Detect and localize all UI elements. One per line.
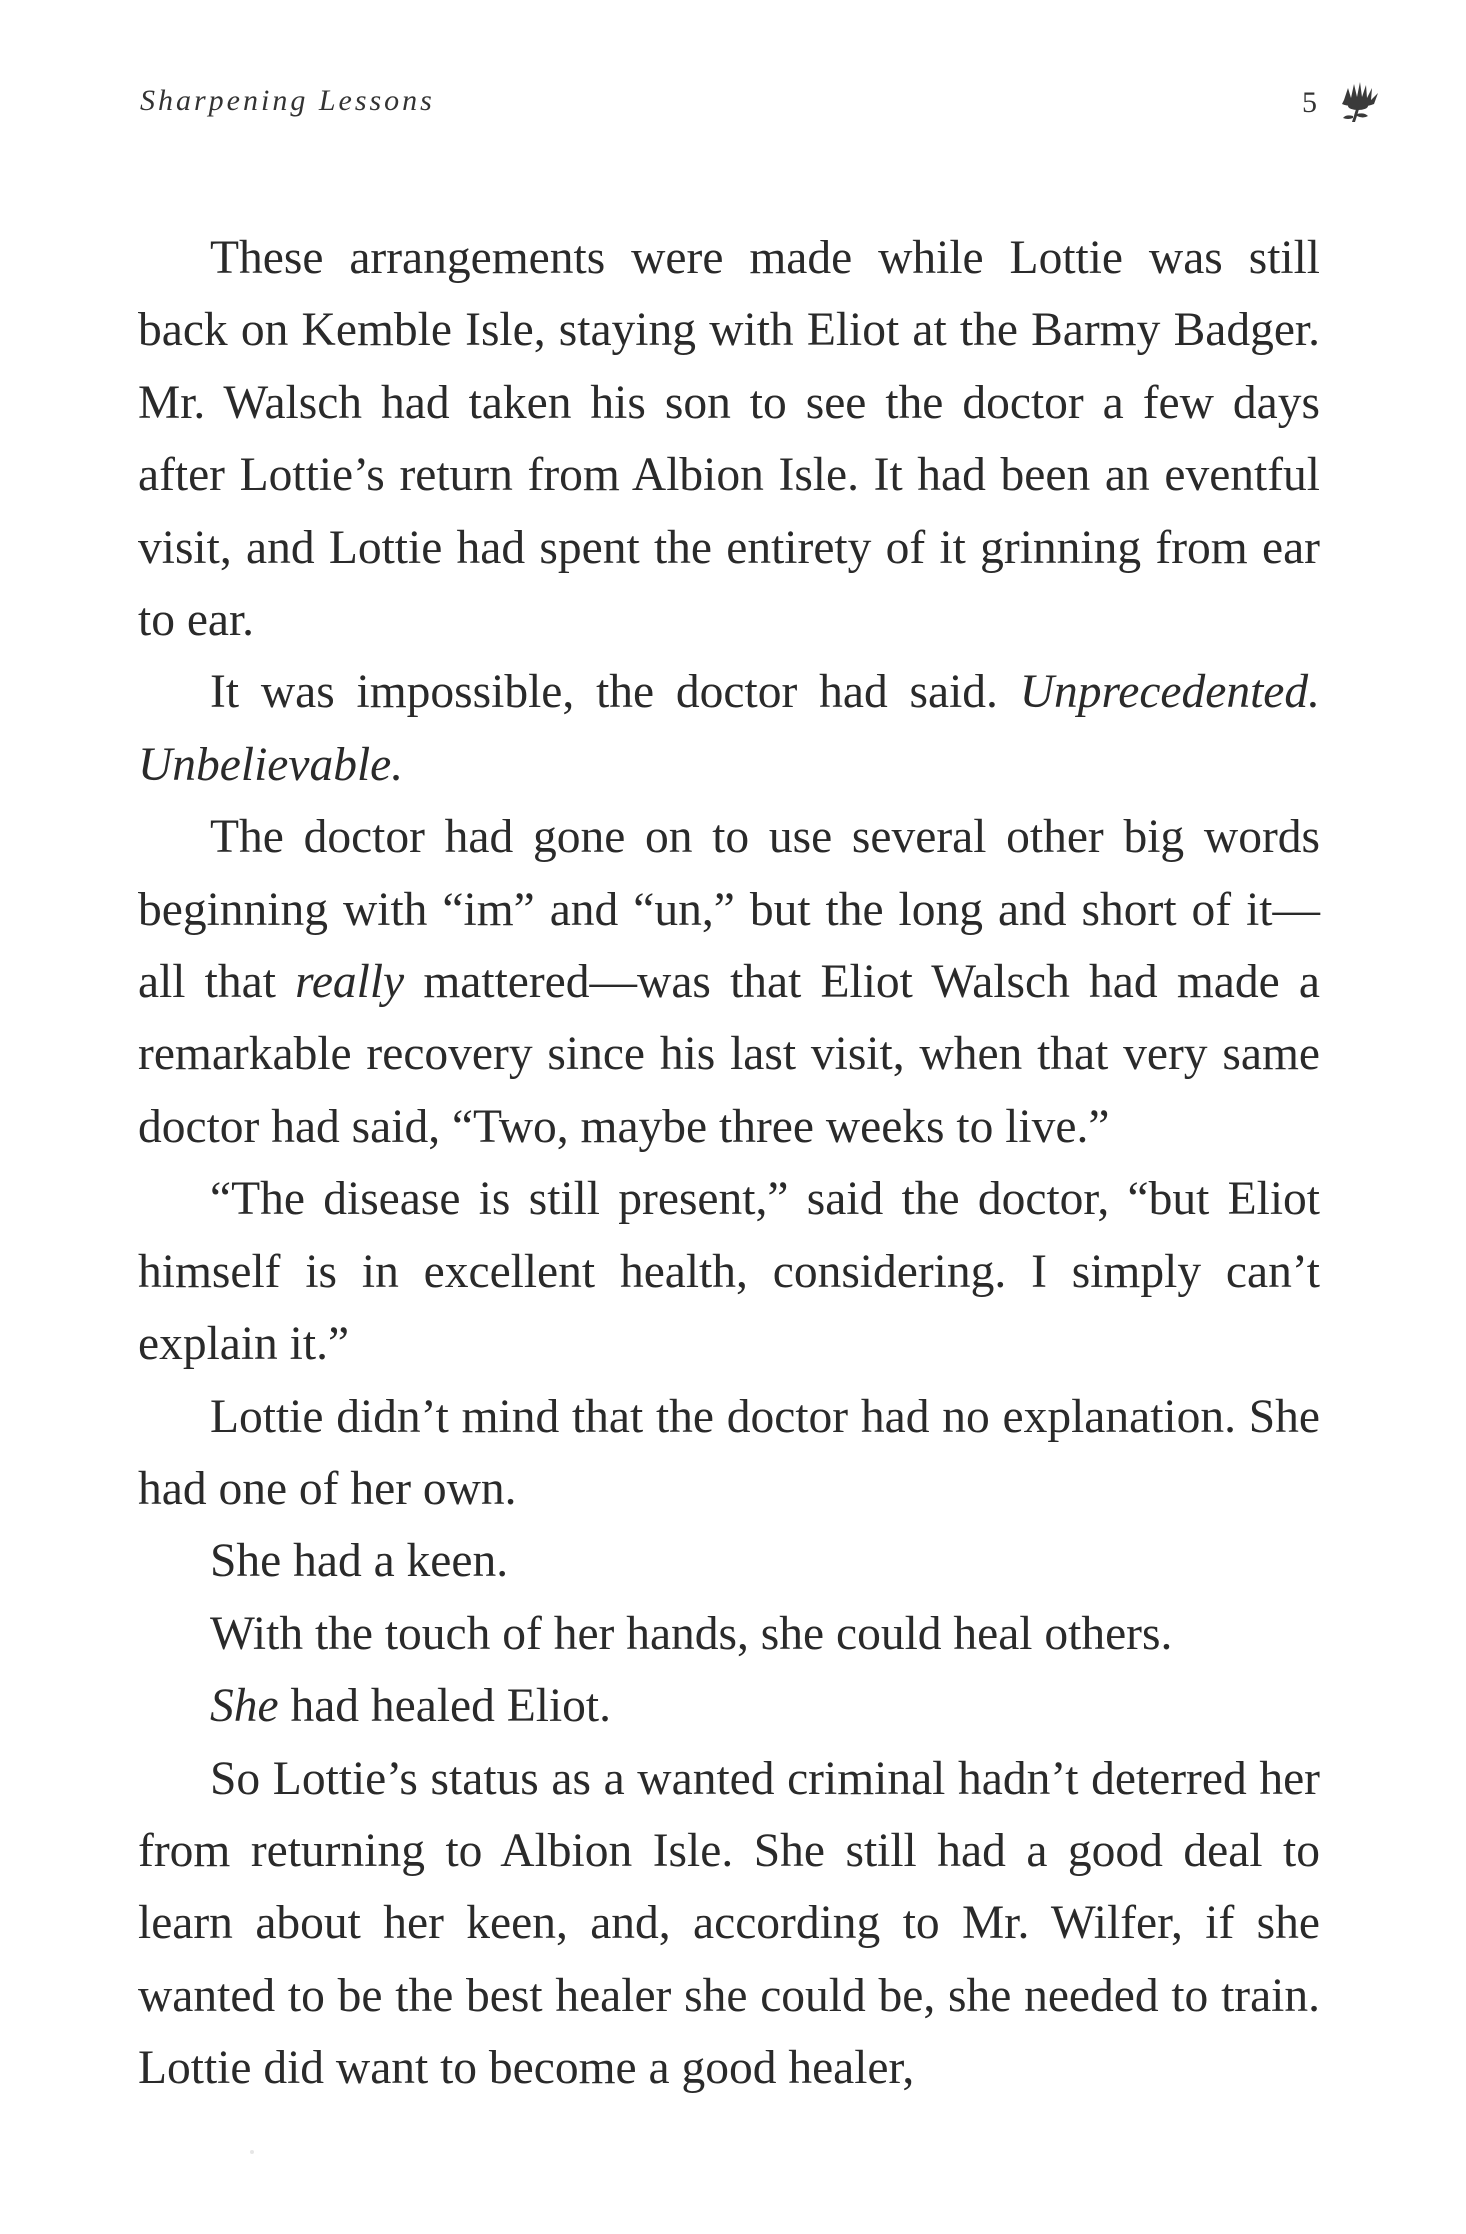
paragraph — [138, 1670, 1320, 1742]
page-number: 5 — [1302, 86, 1317, 119]
thistle-flower-icon — [1334, 78, 1384, 128]
text-run: So Lottie’s status as a wanted criminal hadn’t deterred her from returning to Albion Isle. She still had a good deal to learn about her keen, and, according to Mr. Wilfer, if she wanted to be the best healer she could be, she needed to train. Lottie did want to become a good healer, — [138, 1752, 1320, 2095]
text-run: “The disease is still present,” said the doctor, “but Eliot himself is in excellent health, considering. I simply can’t explain it.” — [138, 1173, 1320, 1371]
italic-text: really — [295, 956, 405, 1009]
scan-speck — [250, 2150, 254, 2154]
text-run: These arrangements were made while Lottie was still back on Kemble Isle, staying with Eliot at the Barmy Badger. Mr. Walsch had taken his son to see the doctor a few days after Lottie’s return from Albion Isle. It had been an eventful visit, and Lottie had spent the entirety of it grinning from ear to ear. — [138, 232, 1320, 647]
text-run: She had a keen. — [210, 1535, 509, 1588]
paragraph — [138, 1743, 1320, 2105]
text-run: The doctor had gone on to use several other big words beginning with “im” and “un,” but the long and short of it—all that — [138, 811, 1320, 1009]
paragraph — [138, 656, 1320, 801]
text-run: With the touch of her hands, she could heal others. — [210, 1607, 1173, 1660]
paragraph — [138, 222, 1320, 656]
running-header: Sharpening Lessons — [140, 84, 435, 117]
italic-text: Unprecedented. Unbelievable. — [138, 666, 1320, 791]
text-run: mattered—was that Eliot Walsch had made a remarkable recovery since his last visit, when that very same doctor had said, “Two, maybe three weeks to live.” — [138, 956, 1320, 1153]
paragraph — [138, 1525, 1320, 1597]
text-run: Lottie didn’t mind that the doctor had no explanation. She had one of her own. — [138, 1390, 1320, 1515]
paragraph — [138, 1163, 1320, 1380]
italic-text: She — [210, 1680, 279, 1733]
body-text — [138, 222, 1320, 2105]
paragraph — [138, 801, 1320, 1163]
paragraph — [138, 1381, 1320, 1526]
text-run: had healed Eliot. — [278, 1680, 611, 1733]
paragraph — [138, 1598, 1320, 1670]
text-run: It was impossible, the doctor had said. — [210, 666, 1020, 719]
